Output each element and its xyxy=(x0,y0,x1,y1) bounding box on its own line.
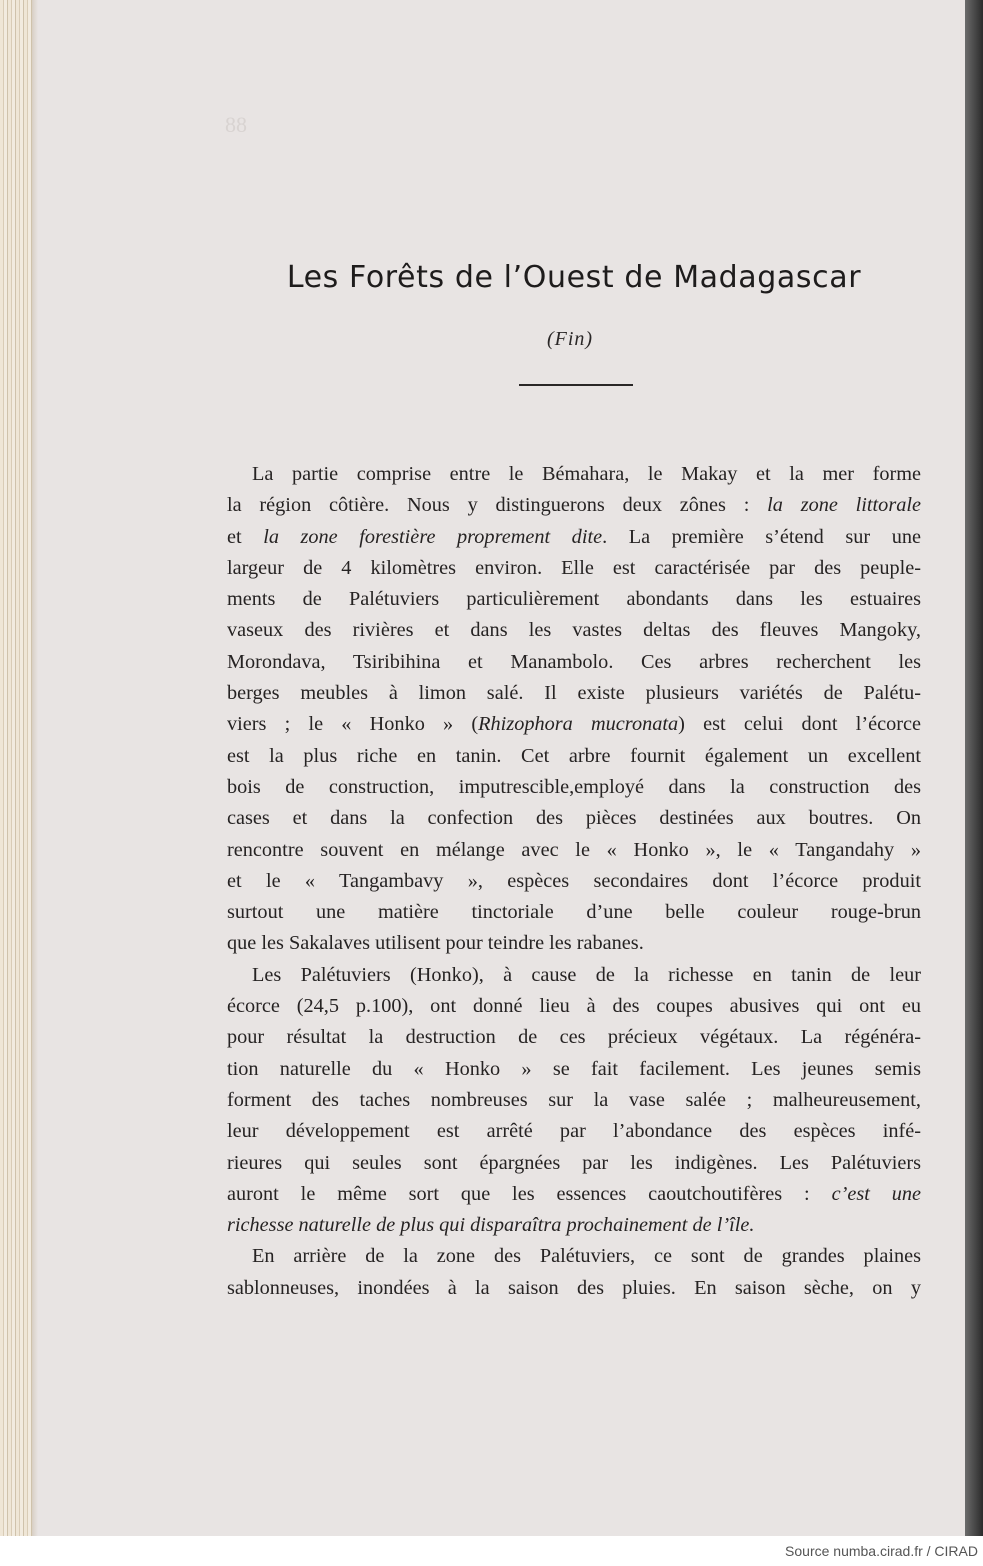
text-line xyxy=(227,960,921,991)
text-segment: que les Sakalaves utilisent pour teindre les rabanes. xyxy=(227,932,644,955)
text-line xyxy=(227,1148,921,1179)
text-line xyxy=(227,709,921,740)
text-segment: ments de Palétuviers particulièrement abondants dans les estuaires xyxy=(227,588,921,611)
text-segment: La partie comprise entre le Bémahara, le Makay et la mer forme xyxy=(252,463,921,485)
text-line xyxy=(227,835,921,866)
text-segment: forment des taches nombreuses sur la vase salée ; malheureusement, xyxy=(227,1088,921,1111)
article-title: Les Forêts de l’Ouest de Madagascar xyxy=(286,260,862,295)
text-segment: rencontre souvent en mélange avec le « Honko », le « Tangandahy » xyxy=(227,838,921,861)
text-segment: et le « Tangambavy », espèces secondaires dont l’écorce produit xyxy=(227,869,921,892)
text-segment: bois de construction, imputrescible,employé dans la construction des xyxy=(227,775,921,798)
text-line xyxy=(227,897,921,928)
text-line xyxy=(227,553,921,584)
text-segment: vaseux des rivières et dans les vastes deltas des fleuves Mangoky, xyxy=(227,619,921,642)
article-subtitle: (Fin) xyxy=(546,328,594,350)
text-line xyxy=(227,991,921,1022)
text-line xyxy=(227,1210,921,1241)
text-line xyxy=(227,866,921,897)
italic-text: c’est une xyxy=(831,1182,922,1205)
text-segment: largeur de 4 kilomètres environ. Elle est caractérisée par des peuple- xyxy=(227,556,921,579)
text-line xyxy=(227,1179,921,1210)
title-divider xyxy=(519,384,633,386)
text-line xyxy=(227,459,921,490)
text-line xyxy=(227,615,921,646)
text-segment: la région côtière. Nous y distinguerons deux zônes : xyxy=(227,494,768,517)
italic-text: Rhizophora mucronata xyxy=(478,713,679,736)
text-line xyxy=(227,522,921,553)
italic-text: richesse naturelle de plus qui disparaîtra prochainement de l’île. xyxy=(227,1214,755,1237)
text-segment: surtout une matière tinctoriale d’une belle couleur rouge-brun xyxy=(227,901,921,924)
text-segment: écorce (24,5 p.100), ont donné lieu à des coupes abusives qui ont eu xyxy=(227,995,921,1018)
text-segment: . La première s’étend sur une xyxy=(602,525,921,548)
text-segment: En arrière de la zone des Palétuviers, ce sont de grandes plaines xyxy=(252,1245,921,1268)
text-line xyxy=(227,1241,921,1272)
text-segment: et xyxy=(227,525,264,548)
text-segment: auront le même sort que les essences caoutchoutifères : xyxy=(227,1182,832,1205)
text-line xyxy=(227,1273,921,1304)
page-stack-edge xyxy=(0,0,38,1536)
text-line xyxy=(227,1022,921,1053)
text-line xyxy=(227,803,921,834)
bleed-through-page-number: 88 xyxy=(225,112,247,137)
text-line xyxy=(227,584,921,615)
text-segment: rieures qui seules sont épargnées par les indigènes. Les Palétuviers xyxy=(227,1151,921,1174)
text-line xyxy=(227,1054,921,1085)
text-segment: cases et dans la confection des pièces destinées aux boutres. On xyxy=(227,807,921,830)
article-body xyxy=(227,459,921,1304)
text-segment: viers ; le « Honko » ( xyxy=(227,713,479,736)
scan-border xyxy=(965,0,983,1536)
text-line xyxy=(227,1116,921,1147)
text-segment: leur développement est arrêté par l’abondance des espèces infé- xyxy=(227,1120,921,1143)
text-line xyxy=(227,741,921,772)
italic-text: la zone forestière proprement dite xyxy=(263,525,603,548)
text-segment: est la plus riche en tanin. Cet arbre fournit également un excellent xyxy=(227,744,921,767)
italic-text: la zone littorale xyxy=(767,494,921,517)
text-line xyxy=(227,647,921,678)
text-segment: ) est celui dont l’écorce xyxy=(678,713,921,736)
text-segment: berges meubles à limon salé. Il existe plusieurs variétés de Palétu- xyxy=(227,682,921,705)
text-line xyxy=(227,1085,921,1116)
text-line xyxy=(227,772,921,803)
text-segment: tion naturelle du « Honko » se fait facilement. Les jeunes semis xyxy=(227,1057,921,1080)
text-line xyxy=(227,928,921,959)
text-segment: Les Palétuviers (Honko), à cause de la richesse en tanin de leur xyxy=(252,963,921,986)
source-credit: Source numba.cirad.fr / CIRAD xyxy=(785,1543,978,1559)
text-line xyxy=(227,490,921,521)
text-segment: sablonneuses, inondées à la saison des pluies. En saison sèche, on y xyxy=(227,1276,921,1299)
text-line xyxy=(227,678,921,709)
text-segment: pour résultat la destruction de ces précieux végétaux. La régénéra- xyxy=(227,1026,921,1049)
text-segment: Morondava, Tsiribihina et Manambolo. Ces arbres recherchent les xyxy=(227,650,921,673)
